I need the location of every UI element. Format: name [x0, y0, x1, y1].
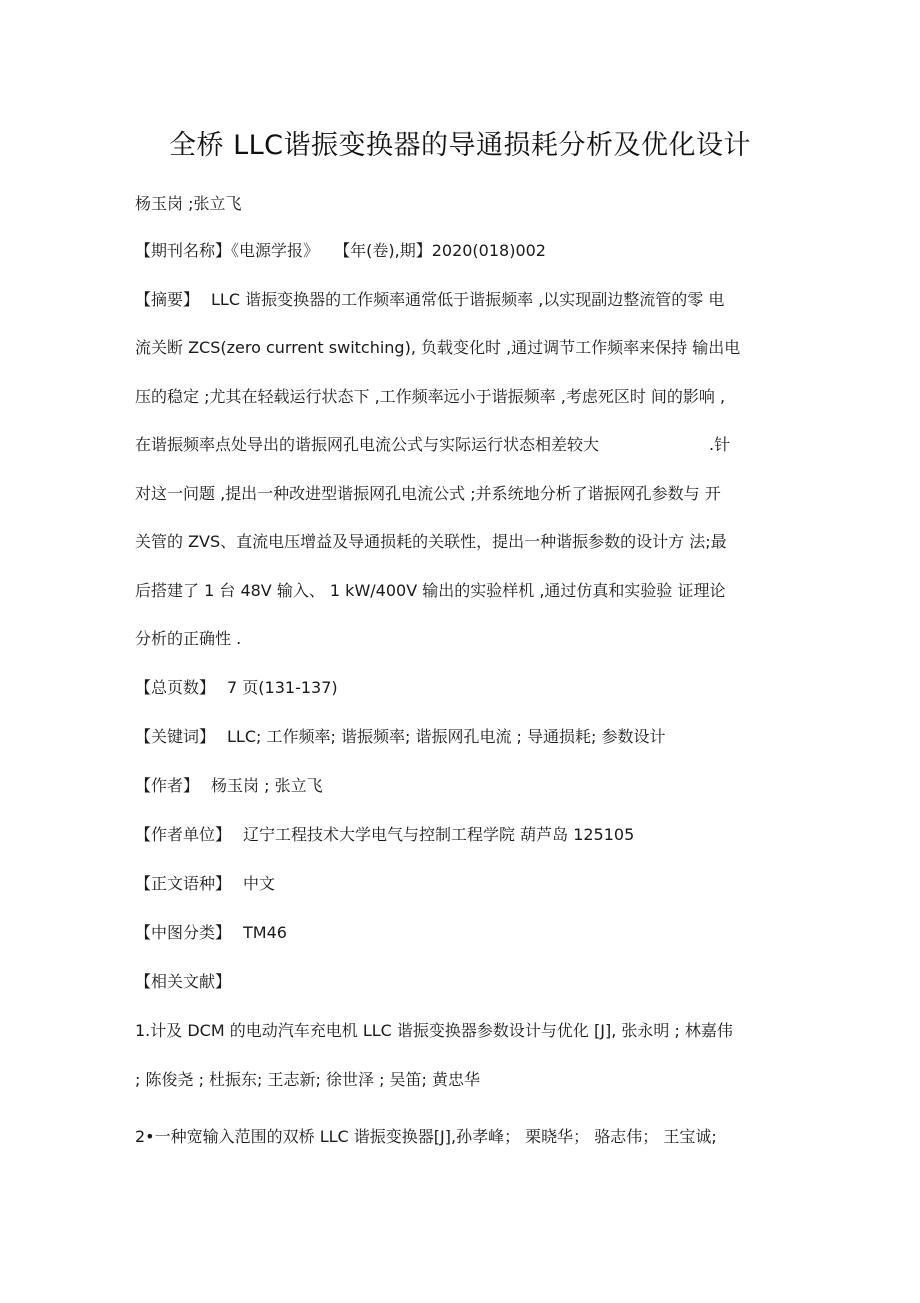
- language-label: 【正文语种】: [135, 874, 232, 893]
- abstract-line-6: 关管的 ZVS、直流电压增益及导通损耗的关联性，提出一种谐振参数的设计方 法;最: [135, 532, 727, 551]
- keywords-line: [135, 726, 795, 748]
- affiliation-label: 【作者单位】: [135, 825, 232, 844]
- keywords-value: LLC; 工作频率; 谐振频率; 谐振网孔电流 ; 导通损耗; 参数设计: [227, 727, 666, 746]
- abstract-line-1: [135, 289, 795, 311]
- abstract-text-4: 在谐振频率点处导出的谐振网孔电流公式与实际运行状态相差较大: [135, 435, 600, 454]
- abstract-line-5: 对这一问题 ,提出一种改进型谐振网孔电流公式 ;并系统地分析了谐振网孔参数与 开: [135, 484, 721, 503]
- reference-item-1-cont: ; 陈俊尧 ; 杜振东; 王志新; 徐世泽 ; 吴笛; 黄忠华: [135, 1070, 481, 1089]
- affiliation-line: [135, 824, 795, 846]
- abstract-line-3: 压的稳定 ;尤其在轻载运行状态下 ,工作频率远小于谐振频率 ,考虑死区时 间的影响 ,: [135, 387, 726, 406]
- year-label: 【年(卷),期】: [334, 241, 432, 260]
- abstract-text-4b: .针: [709, 435, 731, 454]
- journal-value: 《电源学报》: [231, 241, 320, 260]
- classification-label: 【中图分类】: [135, 923, 232, 942]
- author-line: [135, 775, 795, 797]
- abstract-line-2: 流关断 ZCS(zero current switching), 负载变化时 ,通过调节工作频率来保持 输出电: [135, 338, 741, 357]
- reference-item-2: 2•一种宽输入范围的双桥 LLC 谐振变换器[J],孙孝峰； 栗晓华； 骆志伟； 王宝诚;: [135, 1127, 717, 1146]
- abstract-line-4: [135, 434, 795, 456]
- classification-value: TM46: [243, 923, 287, 942]
- abstract-line-8: 分析的正确性 .: [135, 629, 242, 648]
- abstract-line-7: 后搭建了 1 台 48V 输入、 1 kW/400V 输出的实验样机 ,通过仿真和实验验 证理论: [135, 581, 726, 600]
- pages-line: [135, 677, 795, 699]
- language-value: 中文: [243, 874, 276, 893]
- journal-label: 【期刊名称】: [135, 241, 232, 260]
- keywords-label: 【关键词】: [135, 727, 216, 746]
- classification-line: [135, 922, 795, 944]
- references-heading: 【相关文献】: [135, 972, 232, 991]
- document-title: 全桥 LLC谐振变换器的导通损耗分析及优化设计: [168, 130, 752, 161]
- year-value: 2020(018)002: [431, 241, 546, 260]
- language-line: [135, 873, 795, 895]
- abstract-text-1: LLC 谐振变换器的工作频率通常低于谐振频率 ,以实现副边整流管的零 电: [211, 290, 725, 309]
- author-value: 杨玉岗 ; 张立飞: [211, 776, 323, 795]
- journal-line: [135, 240, 795, 262]
- abstract-label: 【摘要】: [135, 290, 200, 309]
- reference-item-1: 1.计及 DCM 的电动汽车充电机 LLC 谐振变换器参数设计与优化 [J], 张永明 ; 林嘉伟: [135, 1021, 733, 1040]
- authors-line: 杨玉岗 ;张立飞: [135, 194, 242, 213]
- pages-label: 【总页数】: [135, 678, 216, 697]
- affiliation-value: 辽宁工程技术大学电气与控制工程学院 葫芦岛 125105: [243, 825, 635, 844]
- author-label: 【作者】: [135, 776, 200, 795]
- pages-value: 7 页(131-137): [227, 678, 338, 697]
